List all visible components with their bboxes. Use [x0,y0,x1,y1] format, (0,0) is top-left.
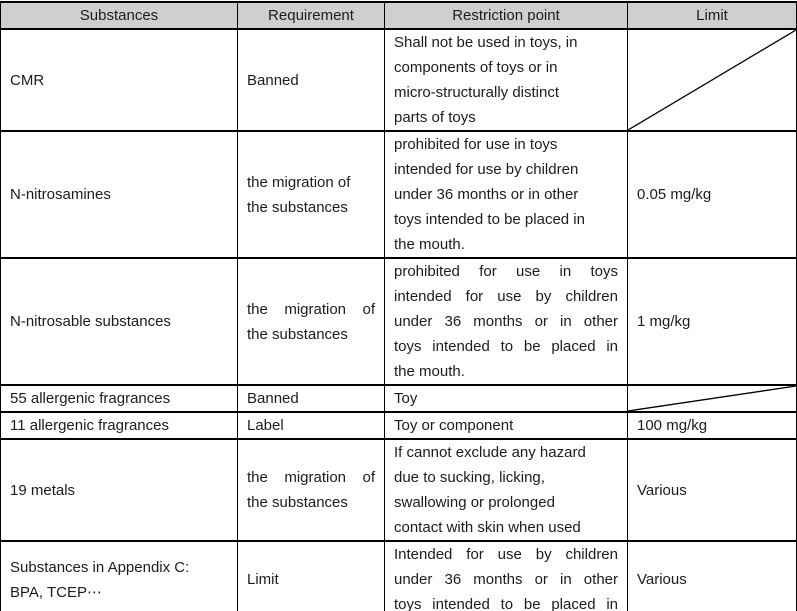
cell-text-line: swallowing or prolonged [394,494,555,511]
cell-requirement [238,258,385,385]
table-row [1,29,797,131]
header-row [1,2,797,29]
cell-substances: CMR [1,29,238,131]
table-body [1,29,797,611]
cell-text-line: prohibited for use in toys [394,136,558,153]
cell-text [247,465,375,515]
cell-limit: 0.05 mg/kg [628,131,797,258]
cell-text-line: toys intended to be placed in [394,338,618,355]
cell-text-line: prohibited for use in toys [394,263,618,280]
cell-text [394,30,618,130]
cell-substances: N-nitrosable substances [1,258,238,385]
cell-text-line: the migration of [247,173,351,191]
table-row [1,541,797,611]
cell-limit: Various [628,439,797,541]
cell-text-line: due to sucking, licking, [394,469,545,486]
cell-text-line: under 36 months or in other [394,313,618,330]
cell-text-line: intended for use by children [394,288,618,305]
table-row [1,131,797,258]
table-row [1,258,797,385]
cell-text-line: micro-structurally distinct [394,84,560,101]
cell-restriction [385,258,628,385]
cell-substances: 19 metals [1,439,238,541]
cell-text-line: contact with skin when used [394,519,581,536]
diagonal-line [628,386,796,411]
cell-text [394,259,618,384]
cell-restriction [385,29,628,131]
cell-text-line: the mouth. [394,363,465,380]
cell-text-line: BPA, TCEP⋯ [10,583,102,601]
diagonal-line [628,30,796,130]
cell-text-line: the substances [247,494,348,511]
cell-limit: 1 mg/kg [628,258,797,385]
cell-text-line: components of toys or in [394,59,558,76]
column-header-substances: Substances [1,2,238,29]
cell-text-line: parts of toys [394,109,476,126]
cell-requirement: Limit [238,541,385,611]
column-header-restriction: Restriction point [385,2,628,29]
column-header-requirement: Requirement [238,2,385,29]
cell-limit [628,29,797,131]
cell-text [394,542,618,611]
cell-substances: 55 allergenic fragrances [1,385,238,412]
cell-limit: 100 mg/kg [628,412,797,439]
cell-restriction [385,131,628,258]
cell-requirement [238,131,385,258]
substances-restriction-table [0,1,797,611]
cell-substances: N-nitrosamines [1,131,238,258]
cell-restriction: Toy [385,385,628,412]
cell-restriction [385,439,628,541]
cell-text-line: If cannot exclude any hazard [394,444,586,461]
cell-text [247,170,375,220]
cell-requirement [238,439,385,541]
cell-text-line: Shall not be used in toys, in [394,34,578,51]
cell-requirement: Banned [238,385,385,412]
table-row [1,385,797,412]
cell-text-line: the substances [247,198,348,216]
cell-limit [628,385,797,412]
cell-text-line: Intended for use by children [394,546,618,563]
cell-requirement: Banned [238,29,385,131]
cell-text-line: intended for use by children [394,161,579,178]
cell-text [247,297,375,347]
cell-text-line: the substances [247,325,348,343]
cell-text-line: toys intended to be placed in [394,211,585,228]
cell-text [394,440,618,540]
cell-text [394,132,618,257]
cell-substances [1,541,238,611]
cell-text-line: the migration of [247,300,375,318]
cell-substances: 11 allergenic fragrances [1,412,238,439]
cell-requirement: Label [238,412,385,439]
cell-text-line: under 36 months or in other [394,571,618,588]
cell-limit: Various [628,541,797,611]
cell-text-line: under 36 months or in other [394,186,579,203]
cell-text-line: the mouth. [394,236,465,253]
table-row [1,439,797,541]
column-header-limit: Limit [628,2,797,29]
cell-restriction [385,541,628,611]
cell-restriction: Toy or component [385,412,628,439]
table-row [1,412,797,439]
cell-text [10,555,228,605]
cell-text-line: Substances in Appendix C: [10,558,190,576]
cell-text-line: the migration of [247,469,375,486]
cell-text-line: toys intended to be placed in [394,596,618,611]
